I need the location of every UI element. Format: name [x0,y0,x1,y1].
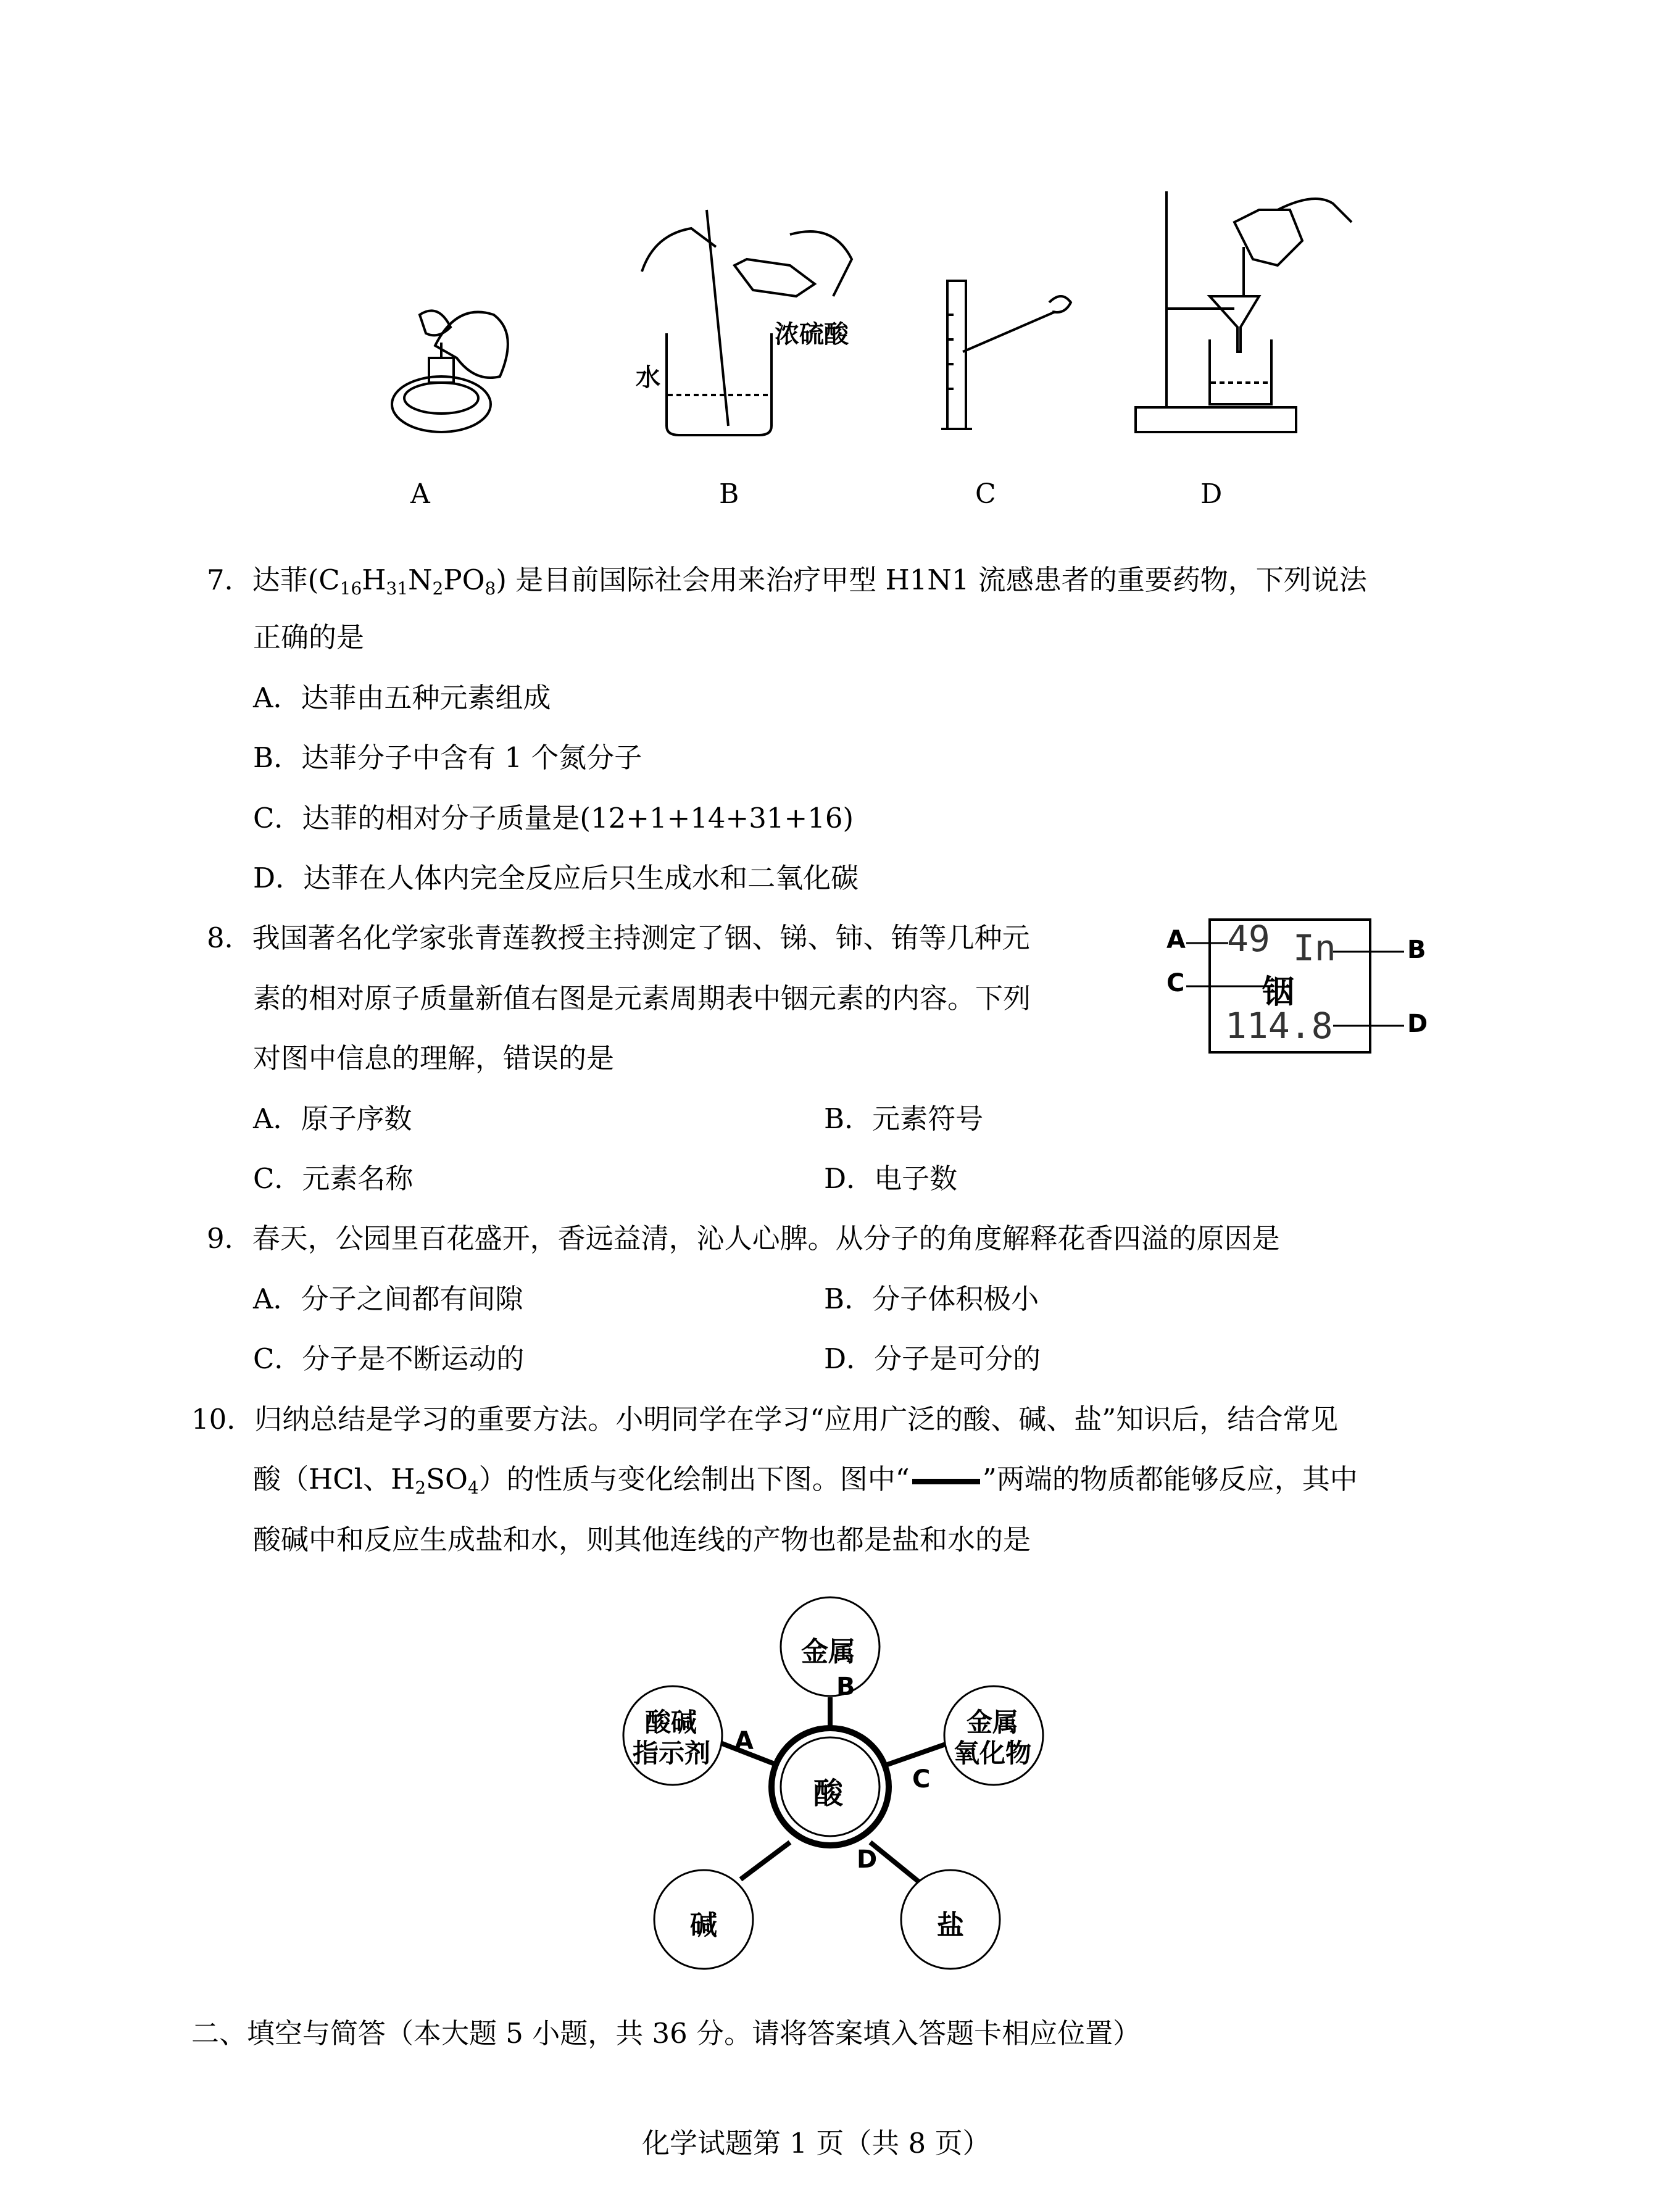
q7-stem: 7．达菲$(C_{16}H_{31}N_2PO_8)$ 是目前国际社会用来治疗甲型 H1N1 流感患者的重要药物，下列说法 [207,563,1367,599]
pointer-b: B [1407,936,1426,964]
q7-option-a: A．达菲由五种元素组成 [253,681,551,714]
bold-line-symbol [912,1479,980,1484]
q8-option-d: D．电子数 [824,1162,958,1195]
water-label: 水 [636,364,660,392]
pointer-c: C [1166,969,1185,997]
apparatus-label-a: A [410,478,430,510]
q9-stem: 9．春天，公园里百花盛开，香远益清，沁人心脾。从分子的角度解释花香四溢的原因是 [207,1222,1280,1255]
apparatus-label-c: C [975,478,996,510]
dilution-figure [630,210,889,444]
q10-stem-line1: 10．归纳总结是学习的重要方法。小明同学在学习“应用广泛的酸、碱、盐”知识后，结合常见 [191,1403,1339,1436]
q7-stem-line2: 正确的是 [253,621,365,654]
apparatus-label-d: D [1200,478,1223,510]
q8-option-a: A．原子序数 [253,1102,412,1135]
q10-stem-line2: 酸（HCl、$H_2SO_4$）的性质与变化绘制出下图。图中“ ”两端的物质都能够反应，其中 [253,1463,1358,1498]
q8-option-b: B．元素符号 [824,1102,984,1135]
q8-stem-line3: 对图中信息的理解，错误的是 [253,1042,615,1075]
node-base: 碱 [690,1910,717,1941]
node-oxide-line2: 氧化物 [954,1738,1032,1768]
link-label-d: D [857,1845,878,1874]
q7-option-b: B．达菲分子中含有 1 个氮分子 [253,741,642,774]
apparatus-label-b: B [719,478,739,510]
node-salt: 盐 [937,1910,964,1941]
q9-option-c: C．分子是不断运动的 [253,1342,525,1375]
element-name: 铟 [1262,974,1295,1011]
q9-option-a: A．分子之间都有间隙 [253,1283,523,1315]
q9-option-d: D．分子是可分的 [824,1342,1041,1375]
q9-option-b: B．分子体积极小 [824,1283,1039,1315]
section-2-title: 二、填空与简答（本大题 5 小题，共 36 分。请将答案填入答题卡相应位置） [191,2017,1141,2050]
node-indicator-line1: 酸碱 [645,1707,697,1737]
q8-stem-line2: 素的相对原子质量新值右图是元素周期表中铟元素的内容。下列 [253,982,1031,1015]
node-oxide-line1: 金属 [967,1707,1019,1737]
q7-option-c: C．达菲的相对分子质量是(12+1+14+31+16) [253,802,854,834]
q8-stem-line1: 8．我国著名化学家张青莲教授主持测定了铟、锑、铈、铕等几种元 [207,921,1030,954]
pointer-d: D [1407,1010,1428,1038]
alcohol-lamp-figure [376,290,525,444]
filtration-figure [1129,185,1364,438]
q7-option-d: D．达菲在人体内完全反应后只生成水和二氧化碳 [253,862,859,894]
q10-stem-line3: 酸碱中和反应生成盐和水，则其他连线的产物也都是盐和水的是 [253,1523,1031,1556]
page-footer: 化学试题第 1 页（共 8 页） [642,2127,991,2160]
pointer-a: A [1166,926,1186,954]
element-atomic-mass: 114.8 [1225,1005,1333,1047]
element-atomic-number: 49 [1227,918,1270,960]
node-indicator-line2: 指示剂 [633,1738,711,1768]
link-label-a: A [734,1727,754,1755]
element-symbol: In [1293,927,1336,969]
q8-option-c: C．元素名称 [253,1162,414,1195]
node-metal: 金属 [801,1636,855,1668]
link-label-c: C [912,1765,931,1794]
node-acid: 酸 [813,1776,844,1811]
cylinder-figure [926,278,1123,438]
link-label-b: B [836,1673,855,1701]
acid-label: 浓硫酸 [775,320,849,349]
